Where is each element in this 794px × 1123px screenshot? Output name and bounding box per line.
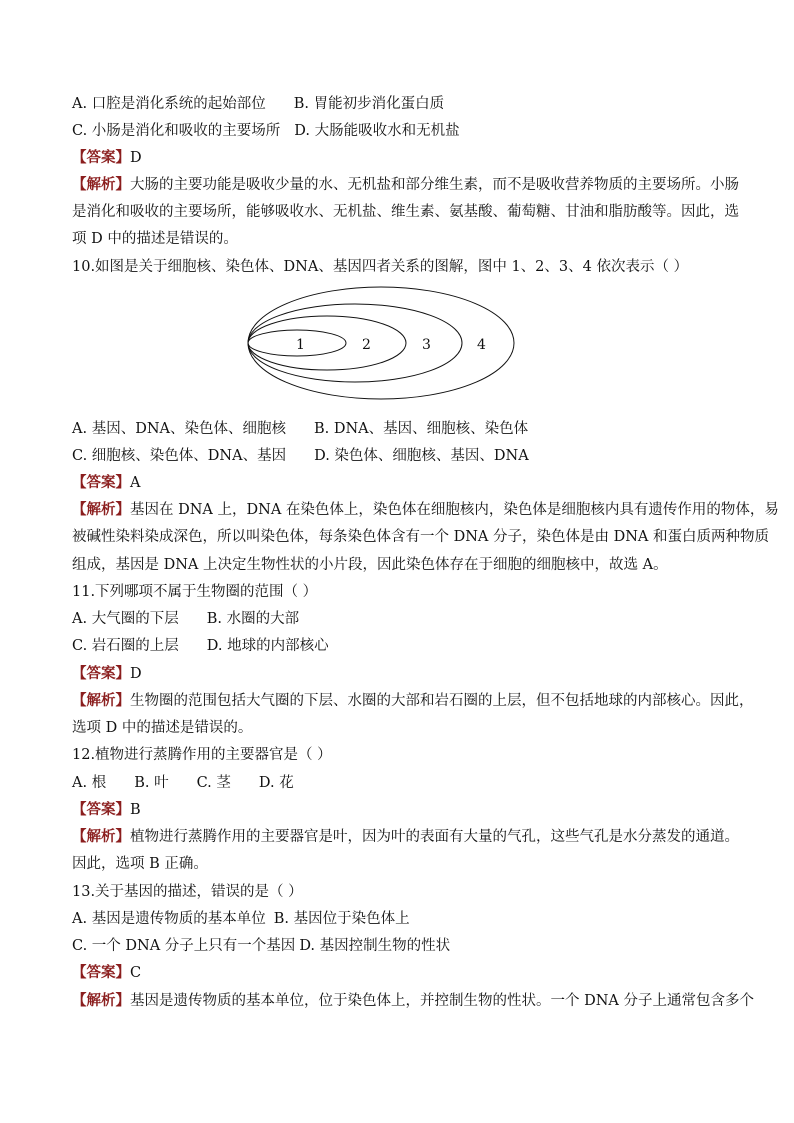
- q10-analysis-line1: [72, 500, 779, 520]
- answer-value: C: [130, 965, 142, 981]
- answer-value: A: [130, 475, 141, 491]
- analysis-tag: 【解析】: [72, 828, 130, 845]
- label-3: 3: [422, 337, 431, 353]
- q9-option-c: C. 小肠是消化和吸收的主要场所: [72, 123, 281, 139]
- q9-option-a: A. 口腔是消化系统的起始部位: [72, 96, 266, 112]
- label-4: 4: [477, 337, 486, 353]
- analysis-tag: 【解析】: [72, 692, 130, 709]
- q9-analysis-line2: 是消化和吸收的主要场所，能够吸收水、无机盐、维生素、氨基酸、葡萄糖、甘油和脂肪酸等。因此，选: [72, 204, 739, 220]
- analysis-tag: 【解析】: [72, 176, 130, 193]
- q11-options-row1: [72, 609, 299, 629]
- q13-stem: 13.关于基因的描述，错误的是（ ）: [72, 884, 303, 900]
- answer-value: D: [130, 150, 142, 166]
- q10-option-b: B. DNA、基因、细胞核、染色体: [313, 421, 529, 437]
- q9-option-b: B. 胃能初步消化蛋白质: [293, 96, 445, 112]
- answer-value: B: [130, 802, 141, 818]
- ellipse-4: [248, 287, 514, 399]
- ellipse-2: [248, 316, 406, 370]
- q10-analysis-line3: 组成，基因是 DNA 上决定生物性状的小片段，因此染色体存在于细胞的细胞核中，故选 A。: [72, 557, 668, 573]
- analysis-text: 基因在 DNA 上，DNA 在染色体上，染色体在细胞核内，染色体是细胞核内具有遗传作用的物体，易: [130, 502, 779, 518]
- q10-stem: 10.如图是关于细胞核、染色体、DNA、基因四者关系的图解，图中 1、2、3、4 依次表示（ ）: [72, 259, 689, 275]
- q10-answer: [72, 473, 140, 493]
- analysis-text: 植物进行蒸腾作用的主要器官是叶，因为叶的表面有大量的气孔，这些气孔是水分蒸发的通道。: [130, 829, 739, 845]
- q10-option-a: A. 基因、DNA、染色体、细胞核: [72, 421, 286, 437]
- q13-option-b: B. 基因位于染色体上: [273, 911, 410, 927]
- q13-option-c: C. 一个 DNA 分子上只有一个基因: [72, 938, 296, 954]
- q13-option-d: D. 基因控制生物的性状: [299, 938, 451, 954]
- q12-option-c: C. 茎: [196, 775, 231, 791]
- label-2: 2: [362, 337, 371, 353]
- q10-options-row1: [72, 419, 528, 439]
- answer-tag: 【答案】: [72, 665, 130, 682]
- analysis-text: 生物圈的范围包括大气圈的下层、水圈的大部和岩石圈的上层，但不包括地球的内部核心。因此，: [130, 693, 754, 709]
- q10-options-row2: [72, 446, 529, 466]
- analysis-text: 基因是遗传物质的基本单位，位于染色体上，并控制生物的性状。一个 DNA 分子上通常包含多个: [130, 993, 754, 1009]
- q13-options-row2: [72, 936, 450, 956]
- q11-stem: 11.下列哪项不属于生物圈的范围（ ）: [72, 584, 318, 600]
- answer-tag: 【答案】: [72, 474, 130, 491]
- q9-analysis-line3: 项 D 中的描述是错误的。: [72, 231, 238, 247]
- analysis-tag: 【解析】: [72, 992, 130, 1009]
- q11-options-row2: [72, 636, 329, 656]
- nested-ellipses-diagram: [245, 283, 520, 403]
- q9-answer: [72, 148, 142, 168]
- answer-value: D: [130, 666, 142, 682]
- q9-option-d: D. 大肠能吸收水和无机盐: [294, 123, 460, 139]
- answer-tag: 【答案】: [72, 801, 130, 818]
- analysis-text: 大肠的主要功能是吸收少量的水、无机盐和部分维生素，而不是吸收营养物质的主要场所。小肠: [130, 177, 739, 193]
- label-1: 1: [296, 337, 305, 353]
- q12-analysis-line2: 因此，选项 B 正确。: [72, 856, 208, 872]
- q13-answer: [72, 963, 141, 983]
- q9-analysis-line1: [72, 175, 739, 195]
- q12-option-a: A. 根: [72, 775, 107, 791]
- q12-answer: [72, 800, 141, 820]
- q11-option-a: A. 大气圈的下层: [72, 611, 179, 627]
- q13-option-a: A. 基因是遗传物质的基本单位: [72, 911, 266, 927]
- q12-analysis-line1: [72, 827, 739, 847]
- q10-analysis-line2: 被碱性染料染成深色，所以叫染色体，每条染色体含有一个 DNA 分子，染色体是由 DNA 和蛋白质两种物质: [72, 529, 770, 545]
- q11-answer: [72, 664, 142, 684]
- q12-stem: 12.植物进行蒸腾作用的主要器官是（ ）: [72, 747, 332, 763]
- q11-option-b: B. 水圈的大部: [206, 611, 300, 627]
- q12-options-row: [72, 773, 294, 793]
- q9-options-row2: [72, 121, 460, 141]
- q10-option-d: D. 染色体、细胞核、基因、DNA: [314, 448, 529, 464]
- q11-analysis-line1: [72, 691, 754, 711]
- q11-option-c: C. 岩石圈的上层: [72, 638, 179, 654]
- q11-analysis-line2: 选项 D 中的描述是错误的。: [72, 720, 253, 736]
- q12-option-d: D. 花: [258, 775, 294, 791]
- analysis-tag: 【解析】: [72, 501, 130, 518]
- q13-options-row1: [72, 909, 410, 929]
- q11-option-d: D. 地球的内部核心: [206, 638, 329, 654]
- q9-options-row1: [72, 94, 444, 114]
- q10-option-c: C. 细胞核、染色体、DNA、基因: [72, 448, 287, 464]
- answer-tag: 【答案】: [72, 964, 130, 981]
- answer-tag: 【答案】: [72, 149, 130, 166]
- q12-option-b: B. 叶: [134, 775, 169, 791]
- q13-analysis-line1: [72, 991, 754, 1011]
